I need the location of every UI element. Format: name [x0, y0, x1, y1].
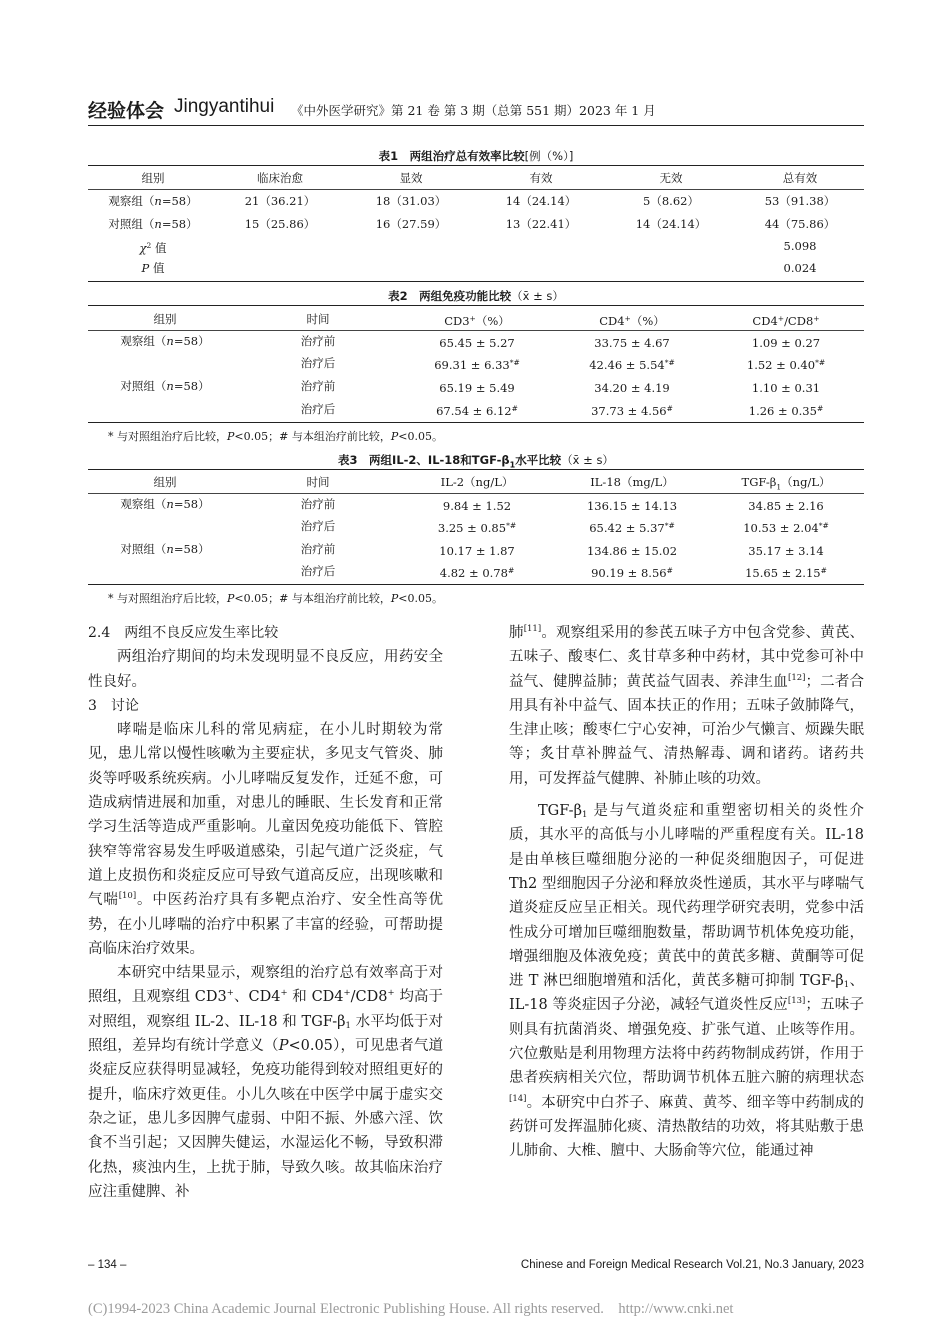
copyright-watermark: (C)1994-2023 China Academic Journal Electronic Publishing House. All rights reserved. http://www.cnki.net — [88, 1301, 734, 1317]
table1-caption: 表1 两组治疗总有效率比较[例（%）] — [378, 149, 574, 163]
table3-time-cell: 治疗前 — [300, 542, 336, 556]
table3-cell: 4.82 ± 0.78# — [439, 566, 515, 580]
table3-cell: 136.15 ± 14.13 — [586, 499, 678, 513]
table2-cell: 1.26 ± 0.35# — [748, 404, 824, 418]
table1-header-cured: 临床治愈 — [257, 171, 303, 185]
table2-cell: 1.10 ± 0.31 — [751, 381, 821, 395]
table2-header-ratio: CD4+/CD8+ — [752, 314, 820, 328]
table2-cell: 42.46 ± 5.54*# — [589, 358, 675, 372]
table2-footnote: * 与对照组治疗后比较，P<0.05；# 与本组治疗前比较，P<0.05。 — [108, 430, 443, 443]
table2-time-cell: 治疗前 — [300, 334, 336, 348]
table1-cell: 13（22.41） — [505, 217, 577, 231]
page-number: – 134 – — [88, 1259, 127, 1271]
table1-cell: 18（31.03） — [375, 194, 447, 208]
discussion-paragraph-3: 肺[11]。观察组采用的参芪五味子方中包含党参、黄芪、五味子、酸枣仁、炙甘草多种中药材，其中党参可补中益气、健脾益肺；黄芪益气固表、养津生血[12]；二者合用具有补中益气、固本扶正的作用；五味子敛肺降气，生津止咳；酸枣仁宁心安神，可治少气懒言、烦躁失眠等；炙甘草补脾益气、清热解毒、调和诸药。诸药共用，可发挥益气健脾、补肺止咳的功效。 — [509, 624, 865, 787]
table2-bottom-rule — [88, 422, 864, 423]
table3-cell: 65.42 ± 5.37*# — [589, 521, 675, 535]
table3-header-rule — [88, 493, 864, 494]
section-3-title: 3 讨论 — [88, 697, 139, 714]
table3-header-time: 时间 — [306, 475, 330, 489]
table3-time-cell: 治疗后 — [300, 519, 336, 533]
table3-header-il2: IL-2（ng/L） — [440, 475, 514, 489]
header-divider — [88, 125, 864, 126]
table3-time-cell: 治疗前 — [300, 497, 336, 511]
table2-header-cd3: CD3+（%） — [444, 314, 510, 328]
table3-cell: 34.85 ± 2.16 — [748, 499, 824, 513]
table3-header-group: 组别 — [153, 475, 177, 489]
table1-cell: 5（8.62） — [643, 194, 699, 208]
table2-header-time: 时间 — [306, 312, 330, 326]
table3-header-tgf: TGF-$\beta_1(ng/L)$ — [741, 475, 831, 492]
table3-footnote: * 与对照组治疗后比较，P<0.05；# 与本组治疗前比较，P<0.05。 — [108, 592, 443, 605]
table3-header-il18: IL-18（mg/L） — [590, 475, 674, 489]
table2-cell: 1.52 ± 0.40*# — [746, 358, 826, 372]
table3-cell: 35.17 ± 3.14 — [748, 544, 824, 558]
right-column — [509, 621, 864, 1164]
table1-header-total: 总有效 — [782, 171, 818, 185]
table3-cell: 15.65 ± 2.15# — [745, 566, 827, 580]
table3-cell: 9.84 ± 1.52 — [442, 499, 512, 513]
table1-row-ctrl-group: 对照组（n=58） — [108, 217, 198, 231]
table3-time-cell: 治疗后 — [300, 564, 336, 578]
table2-caption: 表2 两组免疫功能比较（x̄ ± s） — [388, 289, 564, 303]
section-2-4-title: 2.4 两组不良反应发生率比较 — [88, 625, 279, 641]
table2-header-cd4: CD4+（%） — [599, 314, 665, 328]
table1-top-rule — [88, 165, 864, 166]
section-2-4-text: 两组治疗期间的均未发现明显不良反应，用药安全性良好。 — [88, 649, 443, 690]
table2-cell: 37.73 ± 4.56# — [591, 404, 673, 418]
table1-cell: 14（24.14） — [635, 217, 707, 231]
table3-group-ctrl: 对照组（n=58） — [120, 542, 210, 556]
table1-cell: 44（75.86） — [764, 217, 836, 231]
section-label-pinyin: Jingyantihui — [174, 96, 275, 117]
table2-cell: 1.09 ± 0.27 — [751, 336, 821, 350]
table1-cell: 16（27.59） — [375, 217, 447, 231]
table2-time-cell: 治疗前 — [300, 379, 336, 393]
table1-cell: 53（91.38） — [764, 194, 836, 208]
table3-top-rule — [88, 469, 864, 470]
table1-header-rule — [88, 189, 864, 190]
table2-cell: 33.75 ± 4.67 — [594, 336, 670, 350]
table2-header-rule — [88, 330, 864, 331]
table1-header-marked: 显效 — [399, 171, 423, 185]
table2-group-obs: 观察组（n=58） — [120, 334, 210, 348]
table3-cell: 134.86 ± 15.02 — [586, 544, 678, 558]
table1-cell: 21（36.21） — [244, 194, 316, 208]
table1-p-label: P 值 — [141, 261, 165, 275]
left-column — [88, 621, 443, 1204]
table2-cell: 67.54 ± 6.12# — [436, 404, 518, 418]
table3-cell: 10.17 ± 1.87 — [439, 544, 515, 558]
table1-chi-label: $\chi^2$ 值 — [139, 241, 167, 255]
table1-cell: 14（24.14） — [505, 194, 577, 208]
discussion-paragraph-4: TGF-$\beta_1$ 是与气道炎症和重塑密切相关的炎性介质，其水平的高低与小儿哮喘的严重程度有关。IL-18 是由单核巨噬细胞分泌的一种促炎细胞因子，可促进 Th2 型细胞因子分泌和释放炎性递质，其水平与哮喘气道炎症反应呈正相关。现代药理学研究表明，党参中活性成分可增加巨噬细胞数量，帮助调节机体免疫功能，增强细胞及体液免疫；黄芪中的黄芪多糖、黄酮等可促进 T 淋巴细胞增殖和活化，黄芪多糖可抑制 TGF-$\beta_1$、IL-18 等炎症因子分泌，减轻气道炎性反应[13]；五味子则具有抗菌消炎、增强免疫、扩张气道、止咳等作用。穴位敷贴是利用物理方法将中药药物制成药饼，作用于患者疾病相关穴位，帮助调节机体五脏六腑的病理状态[14]。本研究中白芥子、麻黄、黄芩、细辛等中药制成的药饼可发挥温肺化痰、清热散结的功效，将其贴敷于患儿肺俞、大椎、膻中、大肠俞等穴位，能通过神 — [509, 803, 865, 1160]
table3-cell: 90.19 ± 8.56# — [591, 566, 673, 580]
section-label: 经验体会 — [88, 100, 165, 122]
table2-time-cell: 治疗后 — [300, 356, 336, 370]
table1-cell: 15（25.86） — [244, 217, 316, 231]
table2-time-cell: 治疗后 — [300, 402, 336, 416]
table1-header-effective: 有效 — [529, 171, 553, 185]
table1-chi-value: 5.098 — [783, 239, 817, 253]
table2-header-group: 组别 — [153, 312, 177, 326]
table1-row-obs-group: 观察组（n=58） — [108, 194, 198, 208]
running-header — [88, 96, 864, 126]
discussion-paragraph-1: 哮喘是临床儿科的常见病症，在小儿时期较为常见，患儿常以慢性咳嗽为主要症状，多见支气管炎、肺炎等呼吸系统疾病。小儿哮喘反复发作，迁延不愈，可造成病情进展和加重，对患儿的睡眠、生长发育和正常学习生活等造成严重影响。儿童因免疫功能低下、管腔狭窄等常容易发生呼吸道感染，引起气道广泛炎症，气道上皮损伤和炎症反应可导致气道高反应，出现咳嗽和气喘[10]。中医药治疗具有多靶点治疗、安全性高等优势，在小儿哮喘的治疗中积累了丰富的经验，可帮助提高临床治疗效果。 — [88, 722, 443, 957]
table3-group-obs: 观察组（n=58） — [120, 497, 210, 511]
table3-caption: 表3 两组IL-2、IL-18和TGF-$\beta_1$水平比较（x̄ ± s） — [338, 453, 614, 470]
table3-bottom-rule — [88, 584, 864, 585]
table1-p-value: 0.024 — [783, 261, 817, 275]
table2-group-ctrl: 对照组（n=58） — [120, 379, 210, 393]
table2-top-rule — [88, 305, 864, 306]
table1-header-group: 组别 — [141, 171, 165, 185]
table2-cell: 69.31 ± 6.33*# — [434, 358, 520, 372]
table3-cell: 10.53 ± 2.04*# — [743, 521, 829, 535]
table1-bottom-rule — [88, 281, 864, 282]
table3-cell: 3.25 ± 0.85*# — [437, 521, 517, 535]
table2-cell: 34.20 ± 4.19 — [594, 381, 670, 395]
discussion-paragraph-2: 本研究中结果显示，观察组的治疗总有效率高于对照组，且观察组 CD3+、CD4+ 和 CD4+/CD8+ 均高于对照组，观察组 IL-2、IL-18 和 TGF-$\beta_1$ 水平均低于对照组，差异均有统计学意义（P<0.05），可见患者气道炎症反应获得明显减轻，免疫功能得到较对照组更好的提升，临床疗效更佳。小儿久咳在中医学中属于虚实交杂之证，患儿多因脾气虚弱、中阳不振、外感六淫、饮食不当引起；又因脾失健运，水湿运化不畅，导致积滞化热，痰浊内生，上扰于肺，导致久咳。故其临床治疗应注重健脾、补 — [88, 965, 444, 1200]
journal-footer: Chinese and Foreign Medical Research Vol.21, No.3 January, 2023 — [520, 1259, 864, 1271]
table2-cell: 65.45 ± 5.27 — [439, 336, 515, 350]
table1-header-ineffective: 无效 — [659, 171, 683, 185]
journal-citation: 《中外医学研究》第 21 卷 第 3 期（总第 551 期）2023 年 1 月 — [291, 103, 656, 118]
table2-cell: 65.19 ± 5.49 — [439, 381, 515, 395]
